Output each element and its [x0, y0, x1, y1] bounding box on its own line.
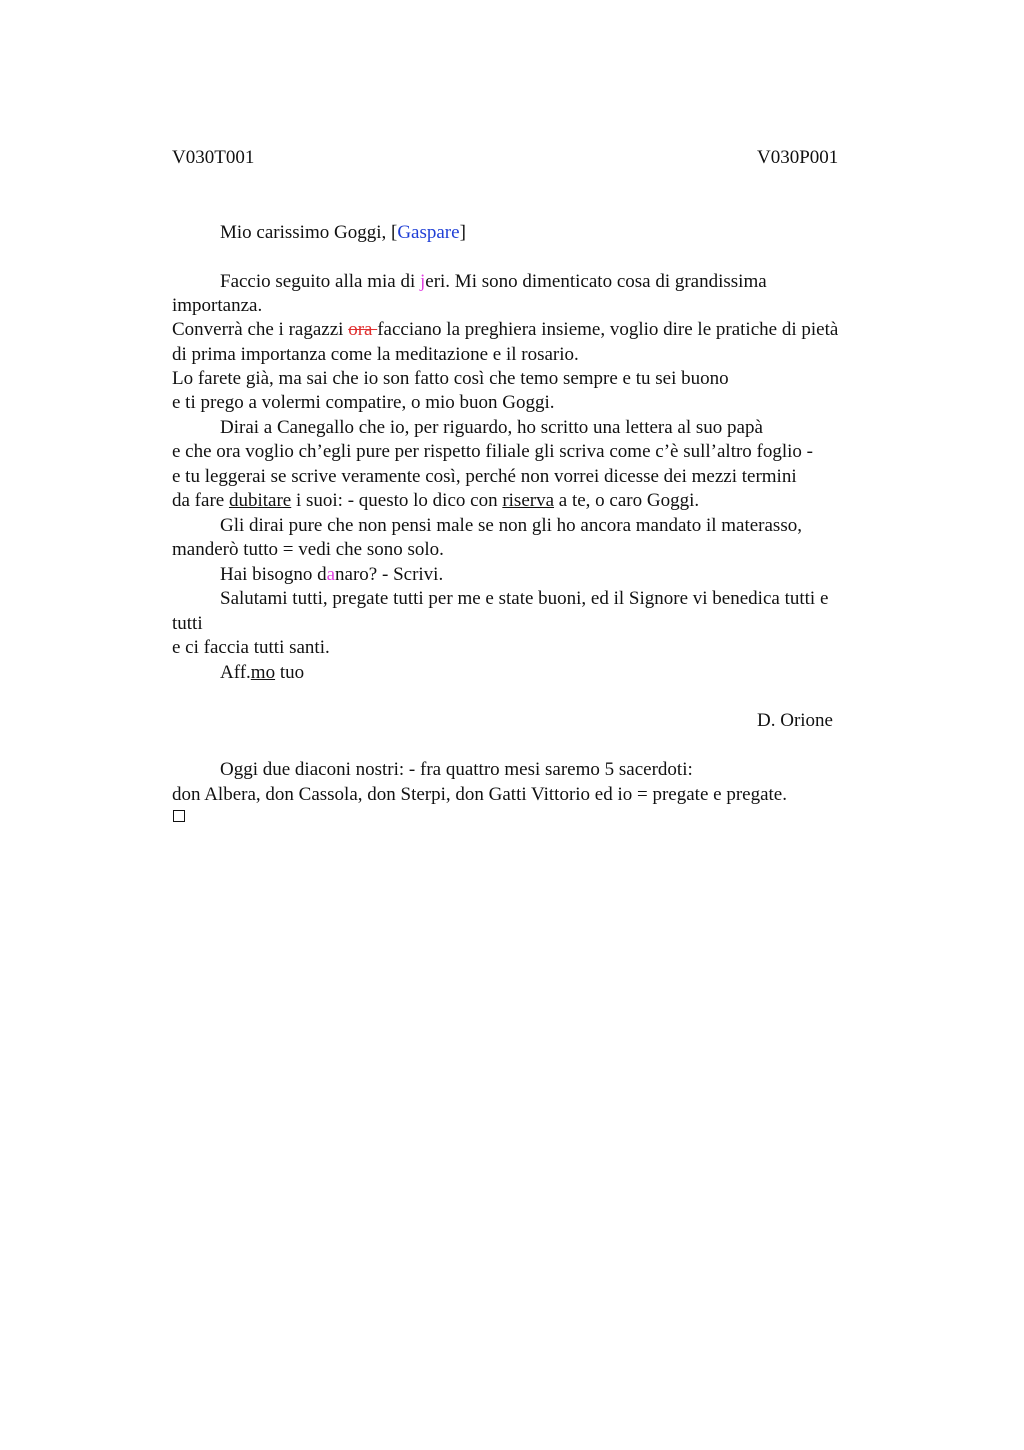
- text-segment: eri. Mi sono dimenticato cosa di grandissima: [425, 271, 767, 292]
- paragraph-3-line-3: e tu leggerai se scrive veramente così, perché non vorrei dicesse dei mezzi termini: [172, 466, 797, 487]
- text-segment: Faccio seguito alla mia di: [220, 271, 420, 292]
- paragraph-6-line-2: tutti: [172, 613, 203, 634]
- paragraph-4-line-1: Gli dirai pure che non pensi male se non gli ho ancora mandato il materasso,: [220, 515, 802, 536]
- signature: D. Orione: [757, 710, 833, 731]
- text-segment: Hai bisogno d: [220, 564, 327, 585]
- text-segment: da fare: [172, 490, 229, 511]
- text-segment: naro? - Scrivi.: [335, 564, 444, 585]
- salutation: [220, 221, 466, 245]
- paragraph-1-line-2: importanza.: [172, 295, 263, 316]
- correction-mark: a: [326, 564, 336, 585]
- postscript-line-1: Oggi due diaconi nostri: - fra quattro mesi saremo 5 sacerdoti:: [220, 759, 693, 780]
- document-code-right: V030P001: [757, 147, 839, 168]
- text-segment: Converrà che i ragazzi: [172, 319, 349, 340]
- paragraph-3-line-4: [172, 489, 699, 513]
- correction-mark: j: [419, 271, 426, 292]
- document-code-left: V030T001: [172, 147, 255, 168]
- paragraph-6-line-3: e ci faccia tutti santi.: [172, 637, 330, 658]
- closing: [220, 661, 304, 685]
- paragraph-2-line-1: [172, 318, 838, 342]
- text-segment: i suoi: - questo lo dico con: [291, 490, 503, 511]
- paragraph-4-line-2: manderò tutto = vedi che sono solo.: [172, 539, 444, 560]
- empty-box-glyph: [173, 810, 185, 822]
- underlined-abbreviation: mo: [250, 662, 276, 683]
- paragraph-3-line-1: Dirai a Canegallo che io, per riguardo, ho scritto una lettera al suo papà: [220, 417, 763, 438]
- text-segment: Aff.: [220, 662, 251, 683]
- paragraph-2-line-3: Lo farete già, ma sai che io son fatto così che temo sempre e tu sei buono: [172, 368, 729, 389]
- salutation-text: Mio carissimo Goggi, [: [220, 222, 398, 243]
- paragraph-2-line-2: di prima importanza come la meditazione e il rosario.: [172, 344, 579, 365]
- paragraph-6-line-1: Salutami tutti, pregate tutti per me e state buoni, ed il Signore vi benedica tutti e: [220, 588, 829, 609]
- deleted-word: ora: [348, 319, 378, 340]
- text-segment: a te, o caro Goggi.: [554, 490, 700, 511]
- text-segment: tuo: [275, 662, 305, 683]
- text-segment: facciano la preghiera insieme, voglio dire le pratiche di pietà: [377, 319, 839, 340]
- paragraph-1-line-1: [220, 270, 767, 294]
- paragraph-2-line-4: e ti prego a volermi compatire, o mio buon Goggi.: [172, 392, 555, 413]
- paragraph-5: [220, 563, 443, 587]
- paragraph-3-line-2: e che ora voglio ch’egli pure per rispetto filiale gli scriva come c’è sull’altro foglio -: [172, 441, 814, 462]
- underlined-word: riserva: [502, 490, 555, 511]
- underlined-word: dubitare: [228, 490, 292, 511]
- salutation-bracket-close: ]: [459, 222, 466, 243]
- editorial-name: Gaspare: [397, 222, 460, 243]
- postscript-line-2: don Albera, don Cassola, don Sterpi, don Gatti Vittorio ed io = pregate e pregate.: [172, 784, 787, 805]
